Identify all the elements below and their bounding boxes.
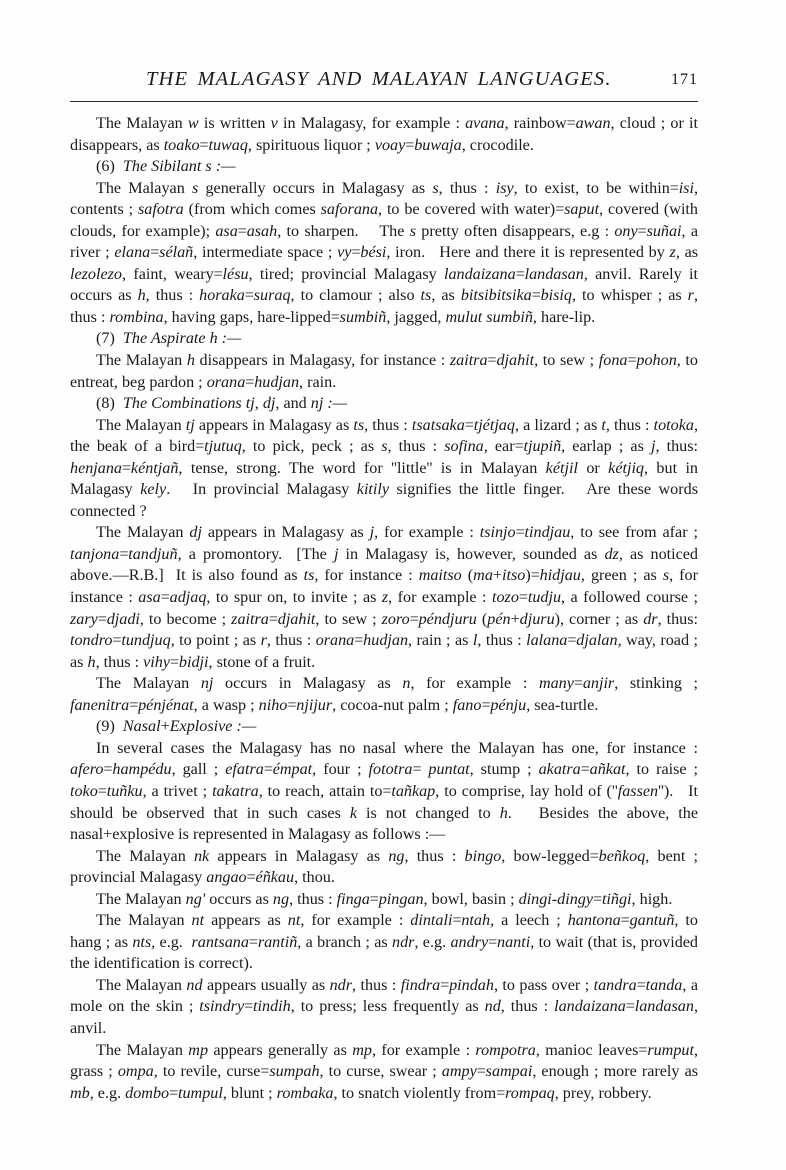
paragraph-sibilant: The Malayan s generally occurs in Malagasy as s, thus : isy, to exist, to be within=isi, contents ; safotra (from which comes saforana, to be covered with water)=saput, covered (with clouds, for example); asa=asah, to sharpen. The s pretty often disappears, e.g : ony=suñai, a river ; elana=sélañ, intermediate space ; vy=bési, iron. Here and there it is represented by z, as lezolezo, faint, weary=lésu, tired; provincial Malagasy landaizana=landasan, anvil. Rarely it occurs as h, thus : horaka=suraq, to clamour ; also ts, as bitsibitsika=bisiq, to whisper ; as r, thus : rombina, having gaps, hare-lipped=sumbiñ, jagged, mulut sumbiñ, hare-lip. (70, 179, 699, 326)
paragraph-nk: The Malayan nk appears in Malagasy as ng, thus : bingo, bow-legged=beñkoq, bent ; provincial Malagasy angao=éñkau, thou. (70, 847, 698, 887)
paragraph-w-letter: The Malayan w is written v in Malagasy, for example : avana, rainbow=awan, cloud ; or it disappears, as toako=tuwaq, spirituous liquor ; voay=buwaja, crocodile. (70, 115, 698, 154)
paragraph-nasal-intro: In several cases the Malagasy has no nasal where the Malayan has one, for instance : afero=hampédu, gall ; efatra=émpat, four ; fototra= puntat, stump ; akatra=añkat, to raise ; toko=tuñku, a trivet ; takatra, to reach, attain to=tañkap, to comprise, lay hold of (''fassen''). It should be observed that in such cases k is not changed to h. Besides the above, the nasal+explosive is represented in Malagasy as follows :— (70, 739, 699, 844)
page-folio-number: 171 (671, 71, 698, 88)
running-head (70, 68, 698, 96)
section-heading-7-aspirate: (7) The Aspirate h :— (96, 330, 242, 348)
header-rule-divider (70, 101, 698, 102)
running-head-title: THE MALAGASY AND MALAYAN LANGUAGES. (146, 68, 612, 90)
body-text-column (70, 113, 698, 1104)
paragraph-mp: The Malayan mp appears generally as mp, for example : rompotra, manioc leaves=rumput, grass ; ompa, to revile, curse=sumpah, to curse, swear ; ampy=sampai, enough ; more rarely as mb, e.g. dombo=tumpul, blunt ; rombaka, to snatch violently from=rompaq, prey, robbery. (70, 1041, 699, 1102)
paragraph-ng-apostrophe: The Malayan ng' occurs as ng, thus : finga=pingan, bowl, basin ; dingi-dingy=tiñgi, high. (96, 890, 673, 908)
paragraph-aspirate: The Malayan h disappears in Malagasy, for instance : zaitra=djahit, to sew ; fona=pohon, to entreat, beg pardon ; orana=hudjan, rain. (70, 352, 698, 391)
section-heading-9-nasal-explosive: (9) Nasal+Explosive :— (96, 718, 257, 736)
paragraph-tj: The Malayan tj appears in Malagasy as ts, thus : tsatsaka=tjétjaq, a lizard ; as t, thus : totoka, the beak of a bird=tjutuq, to pick, peck ; as s, thus : sofina, ear=tjupiñ, earlap ; as j, thus: henjana=kéntjañ, tense, strong. The word for ''little'' is in Malayan kétjil or kétjiq, but in Malagasy kely. In provincial Malagasy kitily signifies the little finger. Are these words connected ? (70, 416, 698, 520)
paragraph-dj: The Malayan dj appears in Malagasy as j, for example : tsinjo=tindjau, to see from afar ; tanjona=tandjuñ, a promontory. [The j in Malagasy is, however, sounded as dz, as noticed above.—R.B.] It is also found as ts, for instance : maitso (ma+itso)=hidjau, green ; as s, for instance : asa=adjaq, to spur on, to invite ; as z, for example : tozo=tudju, a followed course ; zary=djadi, to become ; zaitra=djahit, to sew ; zoro=péndjuru (pén+djuru), corner ; as dr, thus: tondro=tundjuq, to point ; as r, thus : orana=hudjan, rain ; as l, thus : lalana=djalan, way, road ; as h, thus : vihy=bidji, stone of a fruit. (70, 524, 699, 671)
section-heading-6-sibilant: (6) The Sibilant s :— (96, 158, 236, 176)
paragraph-nt: The Malayan nt appears as nt, for example : dintali=ntah, a leech ; hantona=gantuñ, to hang ; as nts, e.g. rantsana=rantiñ, a branch ; as ndr, e.g. andry=nanti, to wait (that is, provided the identification is correct). (70, 912, 699, 973)
paragraph-nd: The Malayan nd appears usually as ndr, thus : findra=pindah, to pass over ; tandra=tanda, a mole on the skin ; tsindry=tindih, to press; less frequently as nd, thus : landaizana=landasan, anvil. (70, 976, 698, 1037)
section-heading-8-combinations: (8) The Combinations tj, dj, and nj :— (96, 395, 348, 413)
paragraph-nj: The Malayan nj occurs in Malagasy as n, for example : many=anjir, stinking ; fanenitra=pénjénat, a wasp ; niho=njijur, cocoa-nut palm ; fano=pénju, sea-turtle. (70, 675, 698, 714)
